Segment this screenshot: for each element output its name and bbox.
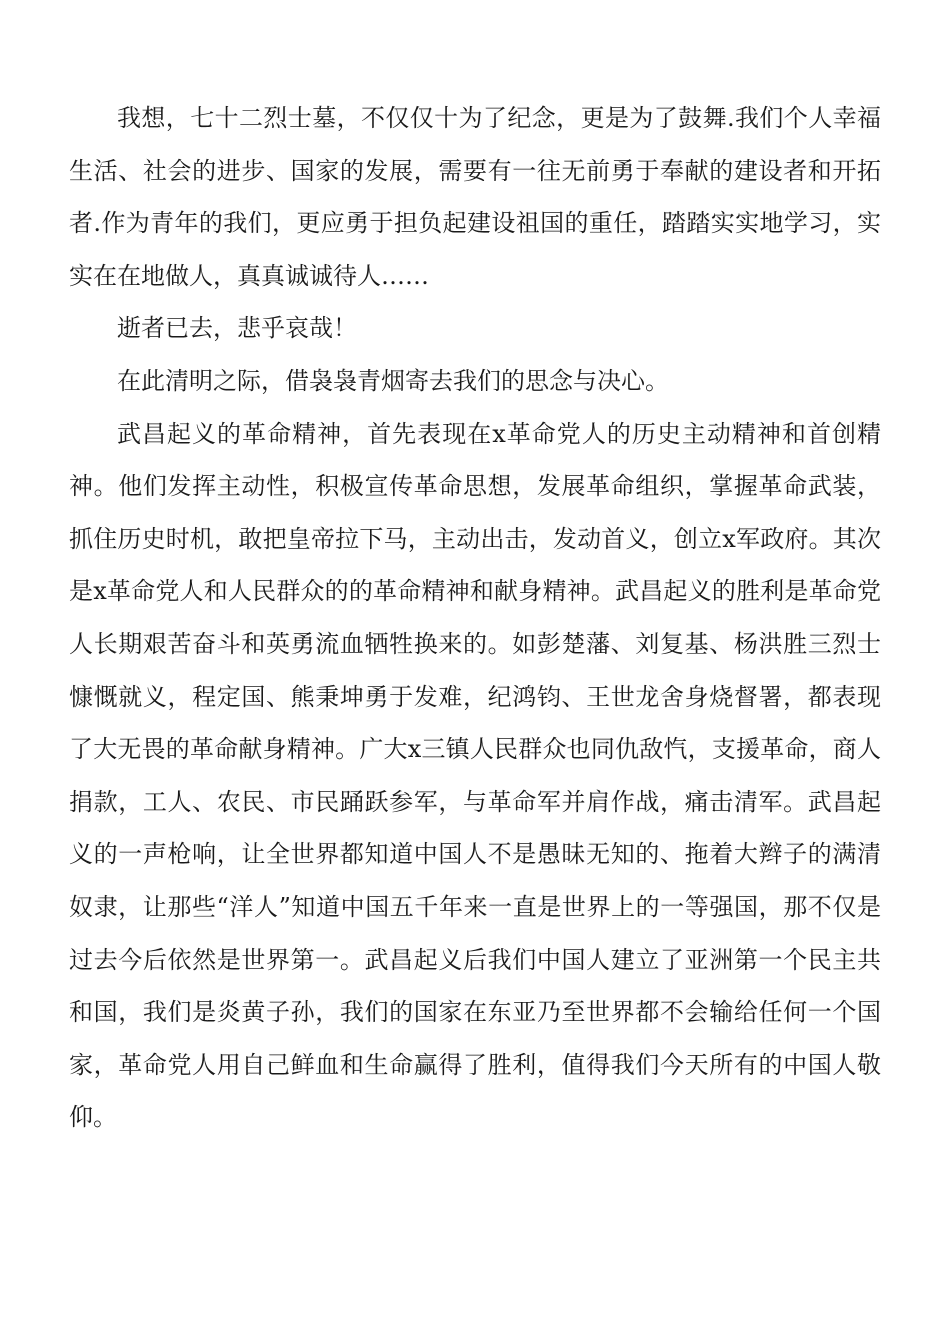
paragraph-wuchang-uprising: 武昌起义的革命精神，首先表现在x革命党人的历史主动精神和首创精神。他们发挥主动性，积极宣传革命思想，发展革命组织，掌握革命武装，抓住历史时机，敢把皇帝拉下马，主动出击，发动首义，创立x军政府。其次是x革命党人和人民群众的的革命精神和献身精神。武昌起义的胜利是革命党人长期艰苦奋斗和英勇流血牺牲换来的。如彭楚藩、刘复基、杨洪胜三烈士慷慨就义，程定国、熊秉坤勇于发难，纪鸿钧、王世龙舍身烧督署，都表现了大无畏的革命献身精神。广大x三镇人民群众也同仇敌忾，支援革命，商人捐款，工人、农民、市民踊跃参军，与革命军并肩作战，痛击清军。武昌起义的一声枪响，让全世界都知道中国人不是愚昧无知的、拖着大辫子的满清奴隶，让那些“洋人”知道中国五千年来一直是世界上的一等强国，那不仅是过去今后依然是世界第一。武昌起义后我们中国人建立了亚洲第一个民主共和国，我们是炎黄子孙，我们的国家在东亚乃至世界都不会输给任何一个国家，革命党人用自己鲜血和生命赢得了胜利，值得我们今天所有的中国人敬仰。 [69, 419, 881, 1132]
paragraph-memorial: 我想，七十二烈士墓，不仅仅十为了纪念，更是为了鼓舞.我们个人幸福生活、社会的进步、国家的发展，需要有一往无前勇于奉献的建设者和开拓者.作为青年的我们，更应勇于担负起建设祖国的重任，踏踏实实地学习，实实在在地做人，真真诚诚待人…… [69, 104, 881, 290]
paragraph-qingming: 在此清明之际，借袅袅青烟寄去我们的思念与决心。 [117, 366, 669, 395]
document-body [69, 92, 881, 1144]
paragraph-mourning: 逝者已去，悲乎哀哉！ [117, 314, 357, 343]
